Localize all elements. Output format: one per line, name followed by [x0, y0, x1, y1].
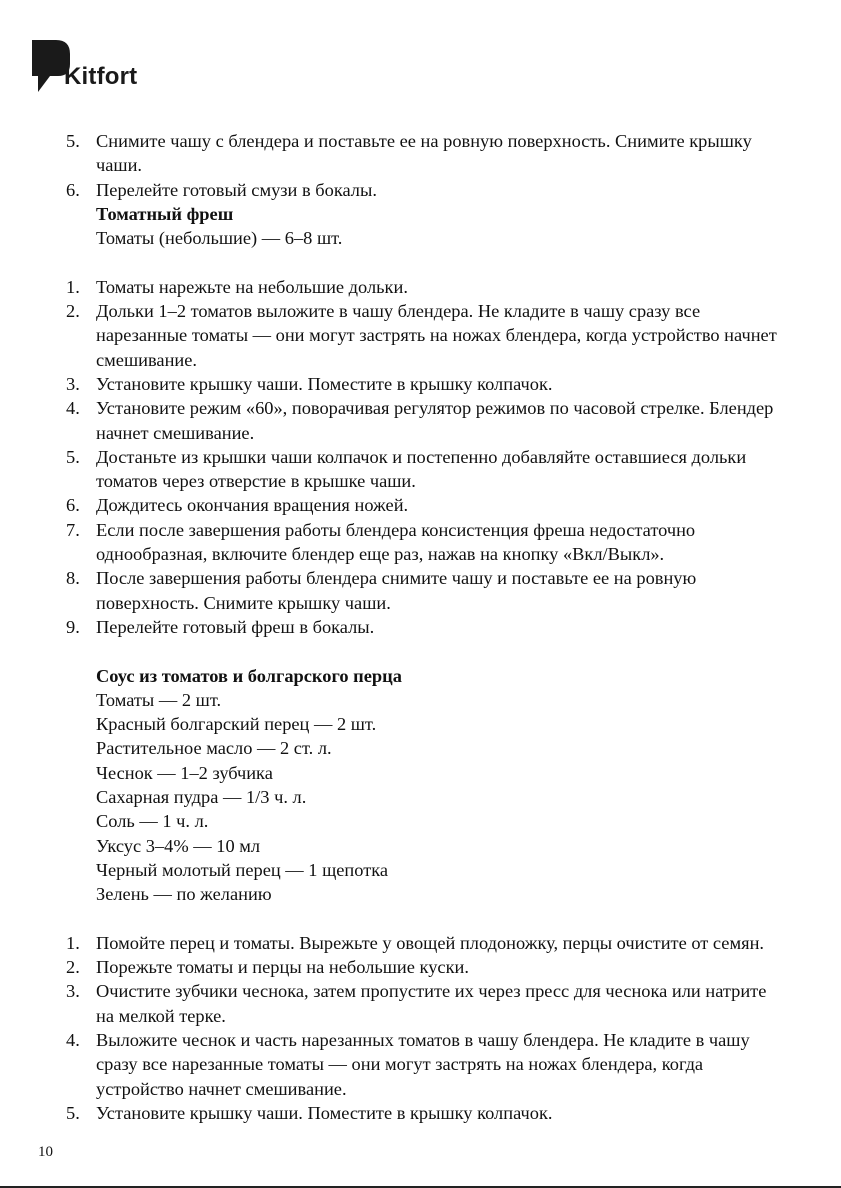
step-number: 5. — [66, 446, 80, 467]
step-number: 5. — [66, 1102, 80, 1123]
step-text: Дольки 1–2 томатов выложите в чашу блендера. Не кладите в чашу сразу все нарезанные томаты — они могут застрять на ножах блендера, когда устройство начнет смешивание. — [96, 301, 777, 370]
sauce-ingredients — [66, 688, 786, 907]
step-text: Помойте перец и томаты. Вырежьте у овощей плодоножку, перцы очистите от семян. — [96, 932, 765, 953]
ingredient-item: Томаты — 2 шт. — [96, 689, 222, 710]
step-text: Порежьте томаты и перцы на небольшие куски. — [96, 957, 469, 978]
step-number: 1. — [66, 932, 80, 953]
step-number: 9. — [66, 616, 80, 637]
list-item — [66, 1101, 786, 1125]
list-item — [66, 178, 786, 202]
recipe-title-tomato: Томатный фреш — [96, 203, 234, 224]
list-item — [66, 299, 786, 372]
list-item — [66, 396, 786, 445]
list-item — [66, 955, 786, 979]
step-number: 4. — [66, 1029, 80, 1050]
list-item — [66, 275, 786, 299]
step-number: 2. — [66, 957, 80, 978]
list-item — [66, 372, 786, 396]
list-item — [66, 979, 786, 1028]
ingredient-item: Сахарная пудра — 1/3 ч. л. — [96, 787, 307, 808]
ingredient-item: Черный молотый перец — 1 щепотка — [96, 859, 389, 880]
brand-logo — [32, 40, 152, 96]
step-number: 7. — [66, 519, 80, 540]
step-text: Установите крышку чаши. Поместите в крышку колпачок. — [96, 373, 553, 394]
brand-name: Kitfort — [64, 63, 138, 90]
list-item — [66, 566, 786, 615]
ingredient-item: Соль — 1 ч. л. — [96, 811, 209, 832]
ingredient-item: Зелень — по желанию — [96, 884, 272, 905]
step-number: 3. — [66, 373, 80, 394]
recipe-title-sauce: Соус из томатов и болгарского перца — [96, 665, 402, 686]
step-number: 3. — [66, 981, 80, 1002]
tomato-steps — [66, 275, 786, 639]
list-item — [66, 931, 786, 955]
step-text: После завершения работы блендера снимите чашу и поставьте ее на ровную поверхность. Снимите крышку чаши. — [96, 568, 697, 613]
sauce-steps — [66, 931, 786, 1125]
step-text: Если после завершения работы блендера консистенция фреша недостаточно однообразная, включите блендер еще раз, нажав на кнопку «Вкл/Выкл». — [96, 519, 696, 565]
step-text: Установите режим «60», поворачивая регулятор режимов по часовой стрелке. Блендер начнет смешивание. — [96, 398, 774, 443]
ingredient-item: Красный болгарский перец — 2 шт. — [96, 714, 377, 735]
list-item — [66, 445, 786, 494]
step-text: Снимите чашу с блендера и поставьте ее на ровную поверхность. Снимите крышку чаши. — [96, 131, 752, 176]
step-text: Установите крышку чаши. Поместите в крышку колпачок. — [96, 1102, 553, 1123]
page-number: 10 — [38, 1144, 53, 1160]
step-text: Перелейте готовый смузи в бокалы. — [96, 179, 377, 200]
step-number: 5. — [66, 131, 80, 151]
step-number: 1. — [66, 276, 80, 297]
list-item — [66, 129, 786, 178]
ingredient-item: Уксус 3–4% — 10 мл — [96, 835, 261, 856]
step-text: Очистите зубчики чеснока, затем пропустите их через пресс для чеснока или натрите на мелкой терке. — [96, 981, 767, 1026]
ingredient-item: Чеснок — 1–2 зубчика — [96, 762, 273, 783]
ingredient-item: Растительное масло — 2 ст. л. — [96, 738, 332, 759]
step-number: 6. — [66, 179, 80, 200]
step-text: Выложите чеснок и часть нарезанных томатов в чашу блендера. Не кладите в чашу сразу все нарезанные томаты — они могут застрять на ножах блендера, когда устройство начнет смешивание. — [96, 1029, 750, 1099]
step-number: 6. — [66, 495, 80, 516]
list-item — [66, 1028, 786, 1101]
step-text: Томаты нарежьте на небольшие дольки. — [96, 276, 408, 297]
ingredient-item: Томаты (небольшие) — 6–8 шт. — [96, 228, 343, 249]
list-item — [66, 615, 786, 639]
step-number: 4. — [66, 398, 80, 419]
step-text: Достаньте из крышки чаши колпачок и постепенно добавляйте оставшиеся дольки томатов через отверстие в крышке чаши. — [96, 446, 747, 492]
step-text: Дождитесь окончания вращения ножей. — [96, 495, 409, 516]
step-number: 8. — [66, 568, 80, 589]
step-text: Перелейте готовый фреш в бокалы. — [96, 616, 375, 637]
step-number: 2. — [66, 301, 80, 322]
smoothie-steps-continued — [66, 129, 786, 202]
page-content — [66, 129, 786, 1125]
list-item — [66, 518, 786, 567]
list-item — [66, 493, 786, 517]
